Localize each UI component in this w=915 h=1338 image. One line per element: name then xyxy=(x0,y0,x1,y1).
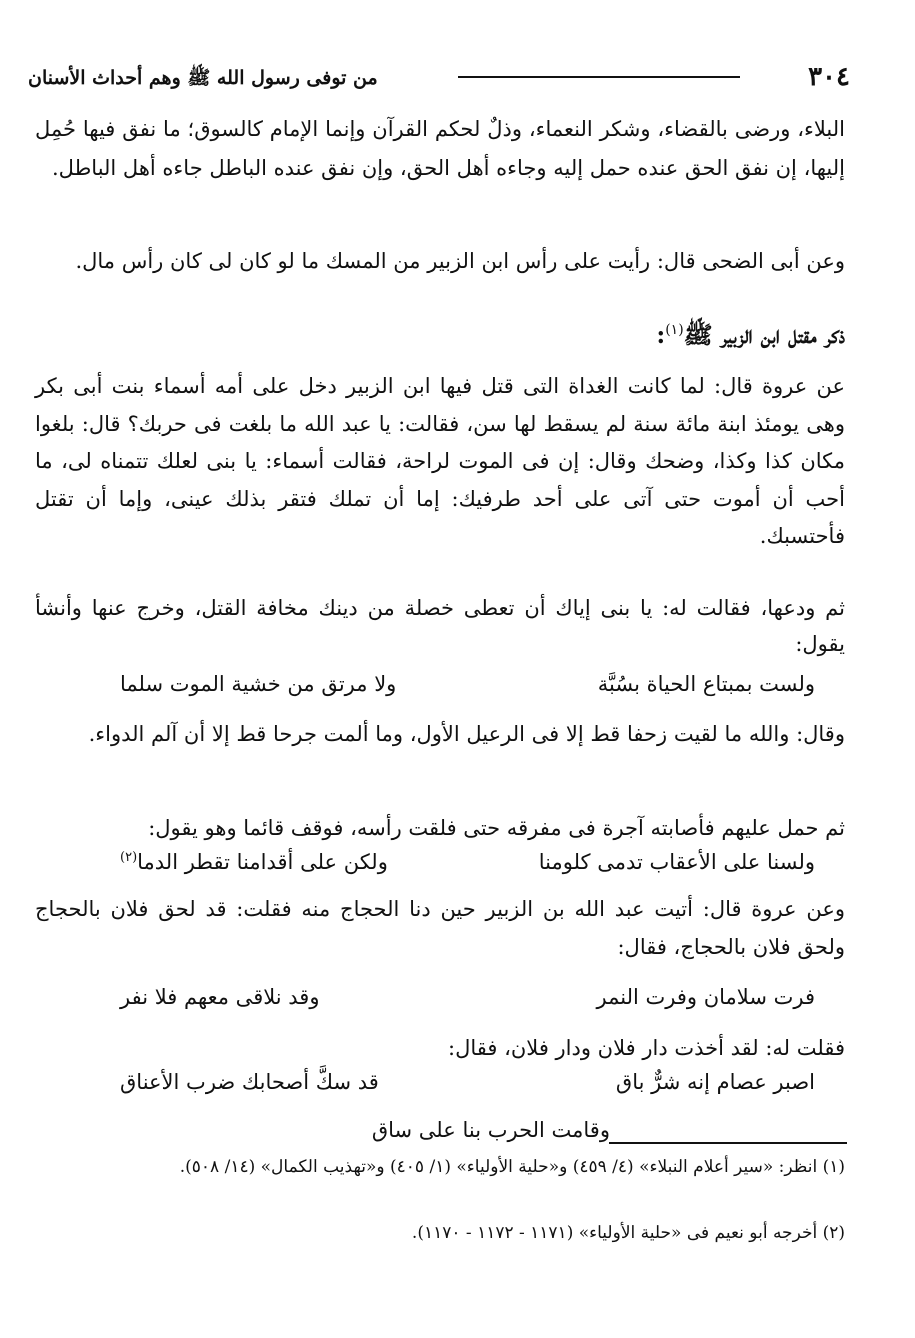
footnote: (٢) أخرجه أبو نعيم فى «حلية الأولياء» (١١٧١ - ١١٧٢ - ١١٧٠). xyxy=(411,1223,845,1243)
footnote-rule xyxy=(609,1142,847,1144)
header-rule xyxy=(458,76,740,78)
running-title: من توفى رسول الله ﷺ وهم أحداث الأسنان xyxy=(28,67,378,89)
paragraph: وعن عروة قال: أتيت عبد الله بن الزبير حين دنا الحجاج منه فقلت: قد لحق فلان بالحجاج ولحق فلان بالحجاج، فقال: xyxy=(35,897,845,959)
verse-hemistich: ولسنا على الأعقاب تدمى كلومنا xyxy=(538,850,815,874)
paragraph: البلاء، ورضى بالقضاء، وشكر النعماء، وذلٌ لحكم القرآن وإنما الإمام كالسوق؛ ما نفق فيها حُمِل إليها، إن نفق الحق عنده حمل إليه وجاءه أهل الحق، وإن نفق عنده الباطل جاءه أهل الباطل. xyxy=(35,117,845,180)
paragraph: وقال: والله ما لقيت زحفا قط إلا فى الرعيل الأول، وما ألمت جرحا قط إلا أن آلم الدواء. xyxy=(88,722,845,746)
paragraph: عن عروة قال: لما كانت الغداة التى قتل فيها ابن الزبير دخل على أمه أسماء بنت أبى بكر وهى يومئذ ابنة مائة سنة لم يسقط لها سن، فقالت: يا عبد الله ما بلغت فى حربك؟ قال: بلغوا مكان كذا وكذا، وضحك وقال: إن فى الموت لراحة، فقالت أسماء: يا بنى لعلك تتمناه لى، ما أحب أن أموت حتى آتى على أحد طرفيك: إما أن تملك فتقر بذلك عينى، وإما أن تقتل فأحتسبك. xyxy=(35,374,845,548)
verse-hemistich: ولست بمبتاع الحياة بسُبَّة xyxy=(597,672,815,696)
verse-line xyxy=(120,672,815,708)
verse-hemistich: اصبر عصام إنه شرٌّ باق xyxy=(615,1070,815,1094)
verse-line xyxy=(120,850,815,886)
heading-text: ذكر مقتل ابن الزبير ﷺ xyxy=(683,320,845,349)
verse-hemistich: قد سكَّ أصحابك ضرب الأعناق xyxy=(120,1070,379,1094)
page-number: ٣٠٤ xyxy=(808,62,850,92)
section-heading xyxy=(656,320,845,355)
verse-hemistich: وقامت الحرب بنا على ساق xyxy=(371,1118,610,1142)
paragraph: فقلت له: لقد أخذت دار فلان ودار فلان، فقال: xyxy=(448,1036,845,1060)
verse-hemistich: وقد نلاقى معهم فلا نفر xyxy=(120,985,320,1009)
footnote-ref: (٢) xyxy=(120,850,138,865)
hemistich-text: ولكن على أقدامنا تقطر الدما xyxy=(137,850,388,874)
footnote: (١) انظر: «سير أعلام النبلاء» (٤/ ٤٥٩) و«حلية الأولياء» (١/ ٤٠٥) و«تهذيب الكمال» (١٤/ ٥٠٨). xyxy=(179,1157,845,1177)
paragraph: وعن أبى الضحى قال: رأيت على رأس ابن الزبير من المسك ما لو كان لى كان رأس مال. xyxy=(75,249,845,273)
verse-hemistich: فرت سلامان وفرت النمر xyxy=(596,985,815,1009)
verse-line xyxy=(310,1118,610,1154)
footnote-ref: (١) xyxy=(665,322,684,338)
heading-colon: : xyxy=(656,320,666,349)
verse-hemistich: ولا مرتق من خشية الموت سلما xyxy=(120,672,397,696)
running-head xyxy=(28,60,850,100)
verse-hemistich xyxy=(120,850,388,874)
paragraph: ثم ودعها، فقالت له: يا بنى إياك أن تعطى خصلة من دينك مخافة القتل، وخرج عنها وأنشأ يقول: xyxy=(35,596,845,656)
verse-line xyxy=(120,1070,815,1106)
verse-line xyxy=(120,985,815,1021)
paragraph: ثم حمل عليهم فأصابته آجرة فى مفرقه حتى فلقت رأسه، فوقف قائما وهو يقول: xyxy=(148,816,845,840)
